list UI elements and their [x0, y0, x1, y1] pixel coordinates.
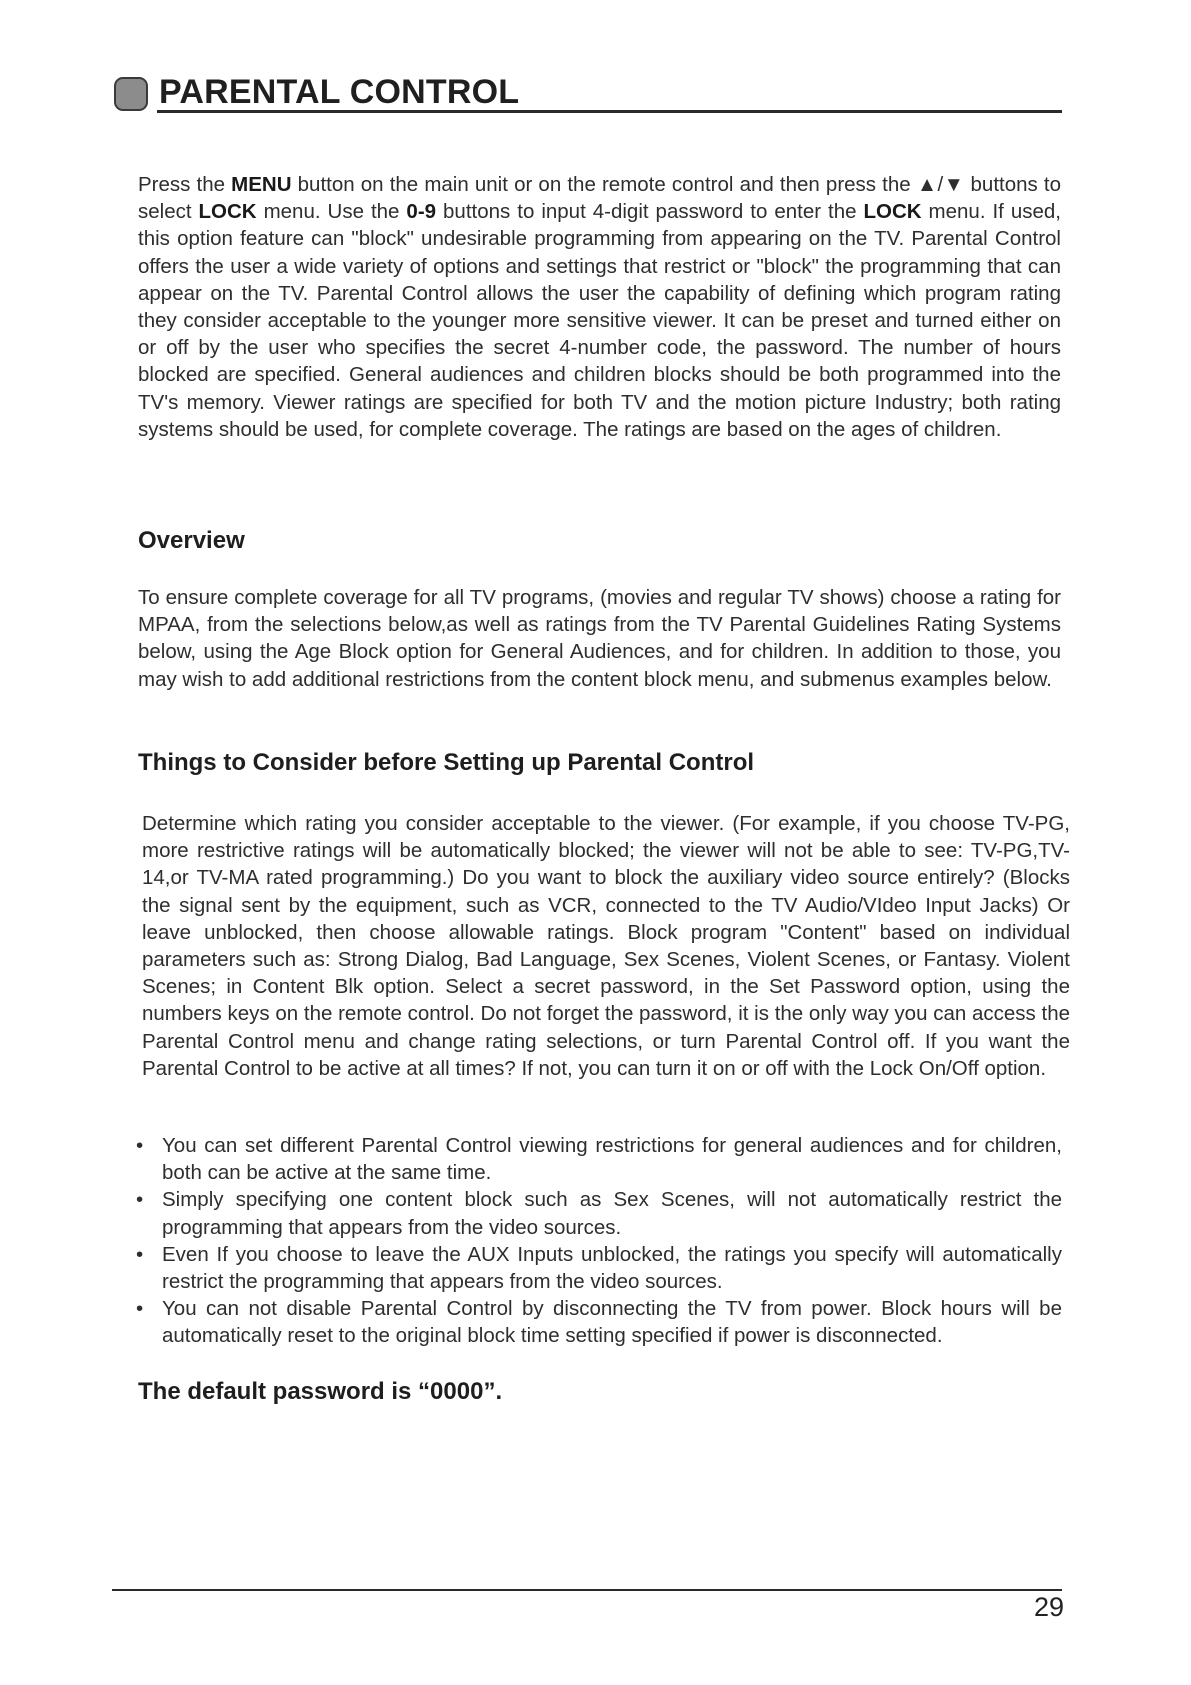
list-item-text: You can set different Parental Control viewing restrictions for general audiences and for children, both can be active at the same time. [162, 1134, 1062, 1185]
bullet-marker: • [136, 1188, 144, 1212]
intro-text-4: menu. Use the [256, 200, 407, 224]
footer-divider [112, 1589, 1062, 1591]
consider-heading: Things to Consider before Setting up Parental Control [138, 749, 755, 776]
intro-text-3: buttons to select [138, 173, 1061, 224]
page-header [112, 68, 1062, 114]
bullet-marker: • [136, 1134, 144, 1157]
intro-text-2: button on the main unit or on the remote control and then press the [291, 173, 917, 196]
list-item-text: Simply specifying one content block such as Sex Scenes, will not automatically restrict the programming that appears from the video sources. [162, 1188, 1062, 1239]
page-number: 29 [1033, 1592, 1064, 1622]
intro-paragraph [138, 171, 1061, 443]
list-item [134, 1241, 1062, 1295]
list-item [134, 1186, 1062, 1240]
lock-menu-name: LOCK [198, 200, 257, 224]
intro-text-1: Press the [138, 173, 232, 196]
header-divider [157, 110, 1062, 113]
list-item-text: Even If you choose to leave the AUX Inputs unblocked, the ratings you specify will automatically restrict the programming that appears from the video sources. [162, 1242, 1062, 1294]
consider-paragraph: Determine which rating you consider acceptable to the viewer. (For example, if you choose TV-PG, more restrictive ratings will be automatically blocked; the viewer will not be able to see: TV-PG,TV-14,or TV-MA rated programming.) Do you want to block the auxiliary video source entirely? (Blocks the signal sent by the equipment, such as VCR, connected to the TV Audio/VIdeo Input Jacks) Or leave unblocked, then choose allowable ratings. Block program "Content" based on individual parameters such as: Strong Dialog, Bad Language, Sex Scenes, Violent Scenes, or Fantasy. Violent Scenes; in Content Blk option. Select a secret password, in the Set Password option, using the numbers keys on the remote control. Do not forget the password, it is the only way you can access the Parental Control menu and change rating selections, or turn Parental Control off. If you want the Parental Control to be active at all times? If not, you can turn it on or off with the Lock On/Off option. [142, 812, 1070, 1080]
digit-buttons-name: 0-9 [406, 200, 437, 224]
bullet-marker: • [136, 1297, 144, 1321]
list-item [134, 1295, 1062, 1349]
list-item [134, 1132, 1062, 1186]
list-item-text: You can not disable Parental Control by disconnecting the TV from power. Block hours will be automatically reset to the original block time setting specified if power is disconnected. [162, 1297, 1062, 1348]
bullet-marker: • [136, 1242, 144, 1266]
overview-heading: Overview [138, 527, 245, 554]
notes-list [134, 1132, 1062, 1350]
page-title: PARENTAL CONTROL [159, 73, 520, 111]
lock-menu-name-2: LOCK [863, 200, 922, 224]
overview-paragraph: To ensure complete coverage for all TV programs, (movies and regular TV shows) choose a rating for MPAA, from the selections below,as well as ratings from the TV Parental Guidelines Rating Systems below, using the Age Block option for General Audiences, and for children. In addition to those, you may wish to add additional restrictions from the content block menu, and submenus examples below. [138, 586, 1061, 691]
default-password-note: The default password is “0000”. [138, 1378, 503, 1405]
section-marker-icon [114, 77, 148, 111]
intro-text-5: buttons to input 4-digit password to enter the [436, 200, 864, 224]
menu-button-name: MENU [231, 173, 292, 196]
intro-text-6: menu. If used, this option feature can "block" undesirable programming from appearing on the TV. Parental Control offers the user a wide variety of options and settings that restrict or "block" the programming that can appear on the TV. Parental Control allows the user the capability of defining which program rating they consider acceptable to the younger more sensitive viewer. It can be preset and turned either on or off by the user who specifies the secret 4-number code, the password. The number of hours blocked are specified. General audiences and children blocks should be both programmed into the TV's memory. Viewer ratings are specified for both TV and the motion picture Industry; both rating systems should be used, for complete coverage. The ratings are based on the ages of children. [138, 200, 1061, 441]
up-down-arrow-icon: ▲/▼ [916, 173, 965, 196]
